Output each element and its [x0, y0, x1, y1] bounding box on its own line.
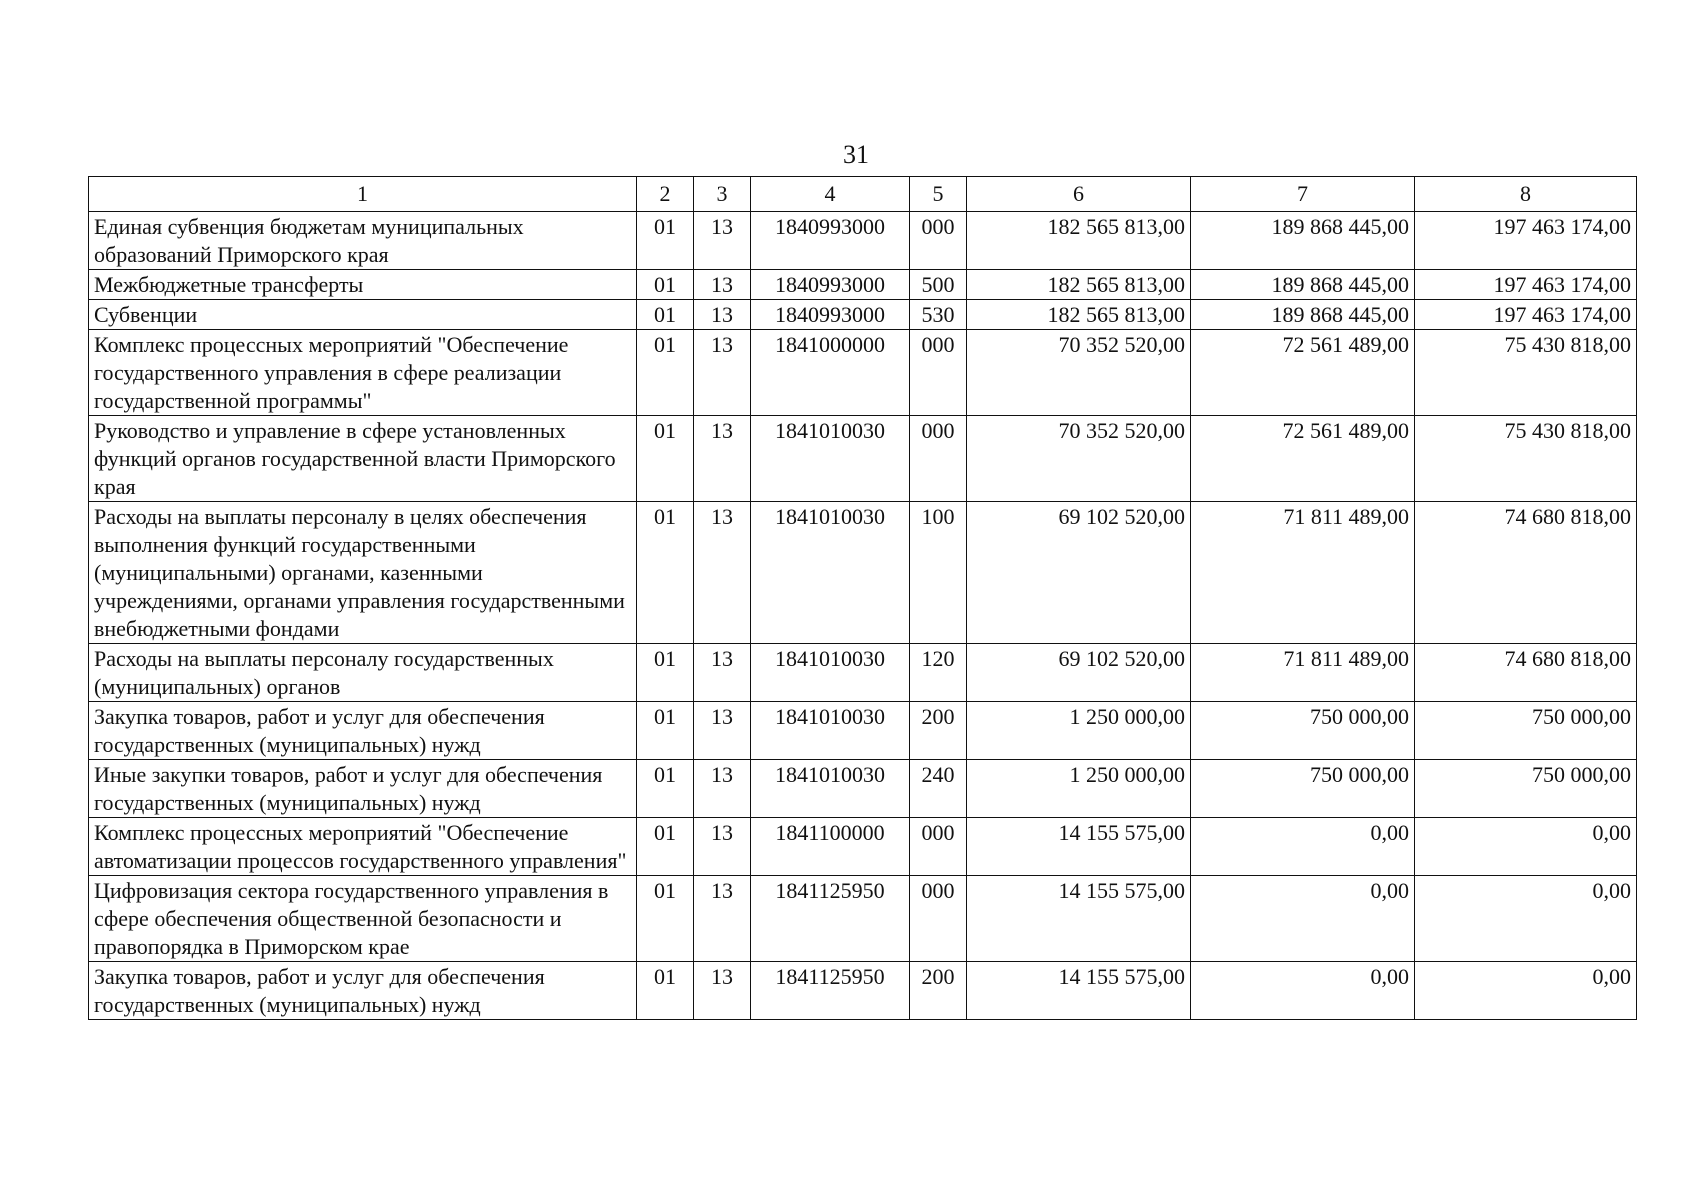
amount-col-8: 0,00: [1415, 818, 1637, 876]
column-header: 4: [751, 177, 910, 212]
row-description: Межбюджетные трансферты: [89, 270, 637, 300]
row-description: Субвенции: [89, 300, 637, 330]
amount-col-7: 0,00: [1191, 876, 1415, 962]
section-code: 01: [637, 270, 694, 300]
subsection-code: 13: [694, 760, 751, 818]
amount-col-6: 69 102 520,00: [967, 502, 1191, 644]
amount-col-8: 197 463 174,00: [1415, 212, 1637, 270]
subsection-code: 13: [694, 644, 751, 702]
amount-col-7: 750 000,00: [1191, 760, 1415, 818]
subsection-code: 13: [694, 818, 751, 876]
amount-col-6: 1 250 000,00: [967, 702, 1191, 760]
amount-col-6: 182 565 813,00: [967, 270, 1191, 300]
section-code: 01: [637, 644, 694, 702]
table-row: [89, 212, 1637, 270]
amount-col-6: 70 352 520,00: [967, 416, 1191, 502]
amount-col-6: 182 565 813,00: [967, 300, 1191, 330]
subsection-code: 13: [694, 330, 751, 416]
section-code: 01: [637, 330, 694, 416]
table-row: [89, 416, 1637, 502]
row-description: Единая субвенция бюджетам муниципальных образований Приморского края: [89, 212, 637, 270]
expense-type-code: 500: [910, 270, 967, 300]
target-article-code: 1841010030: [751, 644, 910, 702]
amount-col-8: 75 430 818,00: [1415, 330, 1637, 416]
amount-col-8: 0,00: [1415, 962, 1637, 1020]
target-article-code: 1841100000: [751, 818, 910, 876]
expense-type-code: 000: [910, 212, 967, 270]
amount-col-8: 0,00: [1415, 876, 1637, 962]
table-row: [89, 270, 1637, 300]
amount-col-6: 1 250 000,00: [967, 760, 1191, 818]
amount-col-8: 750 000,00: [1415, 760, 1637, 818]
table-row: [89, 644, 1637, 702]
row-description: Комплекс процессных мероприятий "Обеспечение государственного управления в сфере реализации государственной программы": [89, 330, 637, 416]
amount-col-8: 197 463 174,00: [1415, 300, 1637, 330]
section-code: 01: [637, 962, 694, 1020]
expense-type-code: 100: [910, 502, 967, 644]
column-header: 2: [637, 177, 694, 212]
subsection-code: 13: [694, 212, 751, 270]
amount-col-7: 0,00: [1191, 818, 1415, 876]
target-article-code: 1841125950: [751, 876, 910, 962]
section-code: 01: [637, 502, 694, 644]
table-row: [89, 300, 1637, 330]
target-article-code: 1841010030: [751, 502, 910, 644]
table-row: [89, 760, 1637, 818]
section-code: 01: [637, 300, 694, 330]
amount-col-6: 69 102 520,00: [967, 644, 1191, 702]
header-row: [89, 177, 1637, 212]
target-article-code: 1841125950: [751, 962, 910, 1020]
table-row: [89, 502, 1637, 644]
subsection-code: 13: [694, 702, 751, 760]
section-code: 01: [637, 818, 694, 876]
subsection-code: 13: [694, 300, 751, 330]
expense-type-code: 000: [910, 330, 967, 416]
column-header: 5: [910, 177, 967, 212]
row-description: Комплекс процессных мероприятий "Обеспечение автоматизации процессов государственного управления": [89, 818, 637, 876]
amount-col-8: 74 680 818,00: [1415, 502, 1637, 644]
amount-col-7: 71 811 489,00: [1191, 644, 1415, 702]
expense-type-code: 000: [910, 416, 967, 502]
amount-col-7: 72 561 489,00: [1191, 330, 1415, 416]
table-row: [89, 876, 1637, 962]
amount-col-7: 750 000,00: [1191, 702, 1415, 760]
column-header: 1: [89, 177, 637, 212]
row-description: Закупка товаров, работ и услуг для обеспечения государственных (муниципальных) нужд: [89, 702, 637, 760]
column-header: 7: [1191, 177, 1415, 212]
amount-col-7: 72 561 489,00: [1191, 416, 1415, 502]
table-row: [89, 702, 1637, 760]
section-code: 01: [637, 416, 694, 502]
amount-col-8: 74 680 818,00: [1415, 644, 1637, 702]
table-row: [89, 962, 1637, 1020]
amount-col-8: 75 430 818,00: [1415, 416, 1637, 502]
subsection-code: 13: [694, 962, 751, 1020]
column-header: 8: [1415, 177, 1637, 212]
expense-type-code: 530: [910, 300, 967, 330]
expense-type-code: 120: [910, 644, 967, 702]
amount-col-7: 189 868 445,00: [1191, 270, 1415, 300]
amount-col-6: 70 352 520,00: [967, 330, 1191, 416]
expense-type-code: 240: [910, 760, 967, 818]
expense-type-code: 200: [910, 702, 967, 760]
subsection-code: 13: [694, 502, 751, 644]
section-code: 01: [637, 702, 694, 760]
amount-col-7: 189 868 445,00: [1191, 300, 1415, 330]
amount-col-6: 14 155 575,00: [967, 876, 1191, 962]
page-number: 31: [843, 140, 869, 169]
row-description: Закупка товаров, работ и услуг для обеспечения государственных (муниципальных) нужд: [89, 962, 637, 1020]
section-code: 01: [637, 760, 694, 818]
target-article-code: 1841010030: [751, 760, 910, 818]
expense-type-code: 000: [910, 818, 967, 876]
target-article-code: 1841010030: [751, 702, 910, 760]
section-code: 01: [637, 876, 694, 962]
expense-type-code: 200: [910, 962, 967, 1020]
budget-table: [88, 176, 1637, 1020]
section-code: 01: [637, 212, 694, 270]
amount-col-8: 750 000,00: [1415, 702, 1637, 760]
amount-col-6: 182 565 813,00: [967, 212, 1191, 270]
table-body: [89, 212, 1637, 1020]
target-article-code: 1840993000: [751, 300, 910, 330]
row-description: Расходы на выплаты персоналу государственных (муниципальных) органов: [89, 644, 637, 702]
target-article-code: 1841000000: [751, 330, 910, 416]
column-header: 3: [694, 177, 751, 212]
subsection-code: 13: [694, 270, 751, 300]
amount-col-8: 197 463 174,00: [1415, 270, 1637, 300]
target-article-code: 1840993000: [751, 270, 910, 300]
target-article-code: 1841010030: [751, 416, 910, 502]
amount-col-7: 189 868 445,00: [1191, 212, 1415, 270]
table-row: [89, 330, 1637, 416]
amount-col-6: 14 155 575,00: [967, 818, 1191, 876]
row-description: Расходы на выплаты персоналу в целях обеспечения выполнения функций государственными (муниципальными) органами, казенными учреждениями, органами управления государственными внебюджетными фондами: [89, 502, 637, 644]
amount-col-7: 71 811 489,00: [1191, 502, 1415, 644]
table-row: [89, 818, 1637, 876]
amount-col-6: 14 155 575,00: [967, 962, 1191, 1020]
row-description: Иные закупки товаров, работ и услуг для обеспечения государственных (муниципальных) нужд: [89, 760, 637, 818]
expense-type-code: 000: [910, 876, 967, 962]
row-description: Руководство и управление в сфере установленных функций органов государственной власти Приморского края: [89, 416, 637, 502]
subsection-code: 13: [694, 416, 751, 502]
target-article-code: 1840993000: [751, 212, 910, 270]
row-description: Цифровизация сектора государственного управления в сфере обеспечения общественной безопасности и правопорядка в Приморском крае: [89, 876, 637, 962]
column-header: 6: [967, 177, 1191, 212]
amount-col-7: 0,00: [1191, 962, 1415, 1020]
subsection-code: 13: [694, 876, 751, 962]
